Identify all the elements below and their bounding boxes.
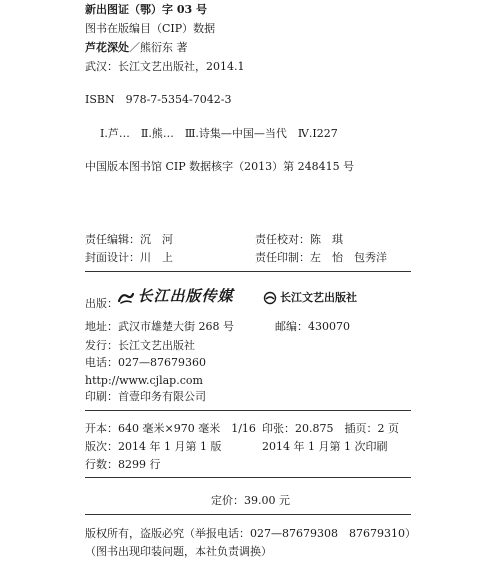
book-title: 芦花深处 [85, 41, 129, 54]
group-logo-text: 长江出版传媒 [137, 287, 234, 305]
cover-design-credit: 封面设计：川 上 [85, 251, 173, 264]
divider [85, 410, 411, 411]
editor-credit: 责任编辑：沉 河 [85, 233, 173, 246]
address: 地址：武汉市雄楚大街 268 号 [85, 320, 234, 333]
isbn: ISBN 978-7-5354-7042-3 [85, 93, 232, 106]
postcode: 邮编：430070 [275, 320, 350, 333]
edition: 版次：2014 年 1 月第 1 版 [85, 440, 222, 453]
rights-notice: 版权所有，盗版必究（举报电话：027—87679308 87679310） [85, 527, 416, 540]
publisher-label: 出版： [85, 297, 118, 310]
house-logo-text: 长江文艺出版社 [280, 291, 358, 304]
swirl-logo-icon [118, 292, 134, 304]
circle-logo-icon [263, 291, 277, 305]
printer: 印刷：首壹印务有限公司 [85, 390, 206, 403]
quality-notice: （图书出现印装问题，本社负责调换） [85, 545, 272, 558]
cip-record-number: 中国版本图书馆 CIP 数据核字（2013）第 248415 号 [85, 160, 355, 173]
cip-heading: 图书在版编目（CIP）数据 [85, 22, 216, 35]
divider [85, 271, 411, 272]
website: http://www.cjlap.com [85, 374, 203, 387]
divider [85, 514, 411, 515]
publishing-permit: 新出图证（鄂）字 03 号 [85, 3, 207, 16]
line-count: 行数：8299 行 [85, 458, 161, 471]
price: 定价：39.00 元 [211, 494, 290, 507]
publisher-logos [118, 287, 357, 307]
page-format: 开本：640 毫米×970 毫米 1/16 [85, 422, 256, 435]
phone: 电话：027—87679360 [85, 356, 206, 369]
printing-manager-credit: 责任印制：左 怡 包秀洋 [255, 251, 387, 264]
divider [85, 477, 411, 478]
publisher-imprint: 武汉：长江文艺出版社，2014.1 [85, 60, 245, 73]
distributor: 发行：长江文艺出版社 [85, 339, 195, 352]
proofreader-credit: 责任校对：陈 琪 [255, 233, 343, 246]
author-credit: ／熊衍东 著 [129, 41, 188, 54]
classification-line: Ⅰ.芦… Ⅱ.熊… Ⅲ.诗集—中国—当代 Ⅳ.I227 [100, 127, 338, 140]
printed-sheets: 印张：20.875 插页：2 页 [262, 422, 399, 435]
title-author-line [85, 41, 188, 55]
printing-impression: 2014 年 1 月第 1 次印刷 [262, 440, 388, 453]
